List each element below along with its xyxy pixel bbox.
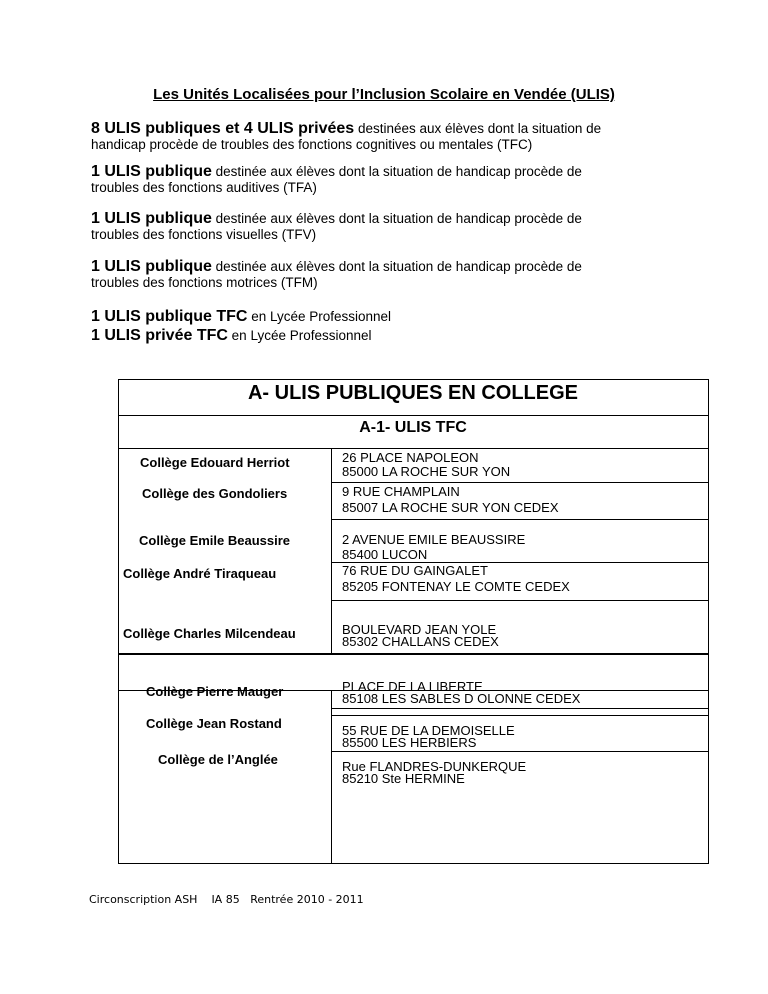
paragraph-text: destinée aux élèves dont la situation de handicap procède de <box>211 259 582 274</box>
paragraph-text-line2: troubles des fonctions motrices (TFM) <box>91 275 318 290</box>
college-address <box>342 725 515 749</box>
address-line: 85007 LA ROCHE SUR YON CEDEX <box>342 500 559 515</box>
college-address <box>342 484 559 516</box>
college-address <box>342 532 525 562</box>
table-divider <box>119 415 708 416</box>
address-line: 76 RUE DU GAINGALET <box>342 563 488 578</box>
address-line: 9 RUE CHAMPLAIN <box>342 484 460 499</box>
address-line: 26 PLACE NAPOLEON <box>342 450 479 465</box>
college-name: Collège Emile Beaussire <box>139 533 291 548</box>
address-line: Rue FLANDRES-DUNKERQUE <box>342 759 527 774</box>
paragraph-lead: 8 ULIS publiques et 4 ULIS privées <box>91 120 355 137</box>
paragraph-text: destinée aux élèves dont la situation de handicap procède de <box>211 164 582 179</box>
page-title: Les Unités Localisées pour l’Inclusion Scolaire en Vendée (ULIS) <box>153 86 615 103</box>
address-line: 2 AVENUE EMILE BEAUSSIRE <box>342 532 526 547</box>
college-address <box>342 761 526 785</box>
subsection-title: A-1- ULIS TFC <box>359 419 467 436</box>
college-name: Collège Pierre Mauger <box>146 684 284 699</box>
row-divider <box>331 715 708 716</box>
paragraph-tfm <box>91 259 691 291</box>
college-address <box>342 681 580 705</box>
paragraph-lead: 1 ULIS publique <box>91 210 212 227</box>
page-footer: Circonscription ASH IA 85 Rentrée 2010 - 2011 <box>89 893 364 906</box>
address-line: 85108 LES SABLES D OLONNE CEDEX <box>342 691 581 706</box>
address-line: 55 RUE DE LA DEMOISELLE <box>342 723 515 738</box>
paragraph-lead: 1 ULIS publique <box>91 163 212 180</box>
college-name: Collège Edouard Herriot <box>140 455 290 470</box>
college-name: Collège de l’Anglée <box>158 752 278 767</box>
row-divider <box>331 482 708 483</box>
row-divider <box>331 519 708 520</box>
college-name: Collège Charles Milcendeau <box>123 626 296 641</box>
lp-lead: 1 ULIS publique TFC <box>91 308 248 325</box>
paragraph-lead: 1 ULIS publique <box>91 258 212 275</box>
lp-lead: 1 ULIS privée TFC <box>91 327 228 344</box>
paragraph-text-line2: handicap procède de troubles des fonctions cognitives ou mentales (TFC) <box>91 137 533 152</box>
address-line: 85500 LES HERBIERS <box>342 735 477 750</box>
table-divider <box>119 448 708 449</box>
college-address <box>342 451 510 479</box>
address-line: 85205 FONTENAY LE COMTE CEDEX <box>342 579 570 594</box>
paragraph-tfc <box>91 121 691 153</box>
address-line: 85400 LUCON <box>342 547 428 562</box>
paragraph-text: destinée aux élèves dont la situation de handicap procède de <box>211 211 582 226</box>
paragraph-text-line2: troubles des fonctions visuelles (TFV) <box>91 227 317 242</box>
address-line: 85210 Ste HERMINE <box>342 771 465 786</box>
lp-text: en Lycée Professionnel <box>227 328 372 343</box>
row-divider <box>331 600 708 601</box>
college-address <box>342 624 499 648</box>
row-divider <box>331 751 708 752</box>
address-line: 85302 CHALLANS CEDEX <box>342 634 499 649</box>
college-name: Collège André Tiraqueau <box>123 566 277 581</box>
row-divider <box>331 708 708 709</box>
paragraph-tfa <box>91 164 691 196</box>
row-divider <box>119 654 708 655</box>
address-line: 85000 LA ROCHE SUR YON <box>342 464 511 479</box>
college-address <box>342 563 570 595</box>
college-name: Collège des Gondoliers <box>142 486 288 501</box>
paragraph-tfv <box>91 211 691 243</box>
paragraph-text-line2: troubles des fonctions auditives (TFA) <box>91 180 317 195</box>
column-divider <box>331 448 332 653</box>
lycee-pro-lines <box>91 307 691 345</box>
college-name: Collège Jean Rostand <box>146 716 282 731</box>
address-line: PLACE DE LA LIBERTE <box>342 679 483 694</box>
section-title: A- ULIS PUBLIQUES EN COLLEGE <box>247 382 579 404</box>
paragraph-text: destinées aux élèves dont la situation de <box>354 121 602 136</box>
address-line: BOULEVARD JEAN YOLE <box>342 622 497 637</box>
lp-text: en Lycée Professionnel <box>247 309 392 324</box>
